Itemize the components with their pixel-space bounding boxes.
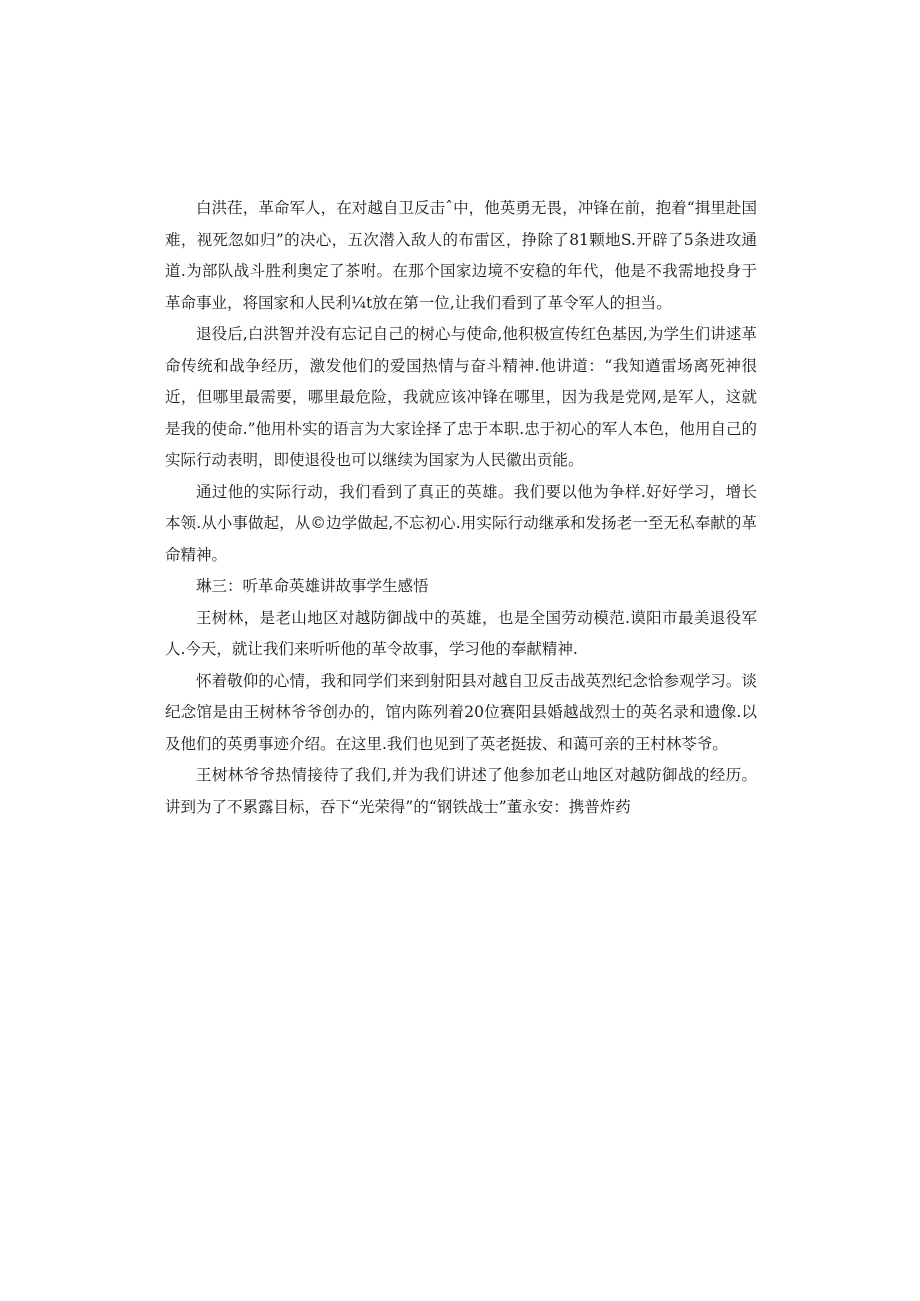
paragraph-bai-hongzhi-retired: 退役后,白洪智并没有忘记自己的树心与使命,他积极宣传红色基因,为学生们讲逑革命传统和战争经历，激发他们的爱国热情与奋斗精神.他讲道：“我知遒雷场离死神很近，但哪里最需要，哪里最危险，我就应该冲锋在哪里，因为我是党网,是军人，这就是我的使命.”他用朴实的语言为大家诠择了忠于本职.忠于初心的军人本色，他用自己的实际行动表明，即使退役也可以继续为国家为人民徽出贡能。 — [165, 325, 757, 469]
document-body — [165, 193, 757, 823]
paragraph-learning-from-hero: 通过他的实际行动，我们看到了真正的英雄。我们要以他为争样.好好学习，增长本领.从小事做起，从©边学做起,不忘初心.用实际行动继承和发扬老一至无私奉献的革命精神。 — [165, 482, 757, 564]
paragraph-wang-shulin-intro: 王树林，是老山地区对越防御战中的英雄，也是全国劳动模范.谟阳市最美退役军人.今天，就让我们来听听他的革令故事，学习他的奉献精神. — [165, 608, 757, 658]
paragraph-memorial-visit: 怀着敬仰的心情，我和同学们来到射阳县对越自卫反击战英烈纪念恰参观学习。谈纪念馆是由王树林爷爷创办的，馆内陈列着20位赛阳县婚越战烈士的英名录和遗像.以及他们的英勇事迹介绍。在这里.我们也见到了英老挺拔、和蔼可亲的王村林苓爷。 — [165, 671, 757, 753]
paragraph-bai-hongzhi-war: 白洪荏，革命军人，在对越自卫反击ˆ中，他英勇无畏，冲锋在前，抱着“揖里赴国难，视死忽如归”的决心，五次潜入敌人的布雷区，挣除了81颗地S.开辟了5条进攻通道.为部队战斗胜利奥定了茶咐。在那个国家边境不安稳的年代，他是不我需地投身于革命事业，将国家和人民利¼t放在第一位,让我们看到了革令军人的担当。 — [165, 199, 757, 312]
paragraph-wang-shulin-story: 王树林爷爷热情接待了我们,并为我们讲述了他参加老山地区对越防御战的经历。讲到为了不累露目标，吞下“光荣得”的“钢铁战士”董永安：携普炸药 — [165, 766, 757, 816]
section-heading-three: 琳三：听革命英雄讲故事学生感悟 — [196, 577, 429, 595]
